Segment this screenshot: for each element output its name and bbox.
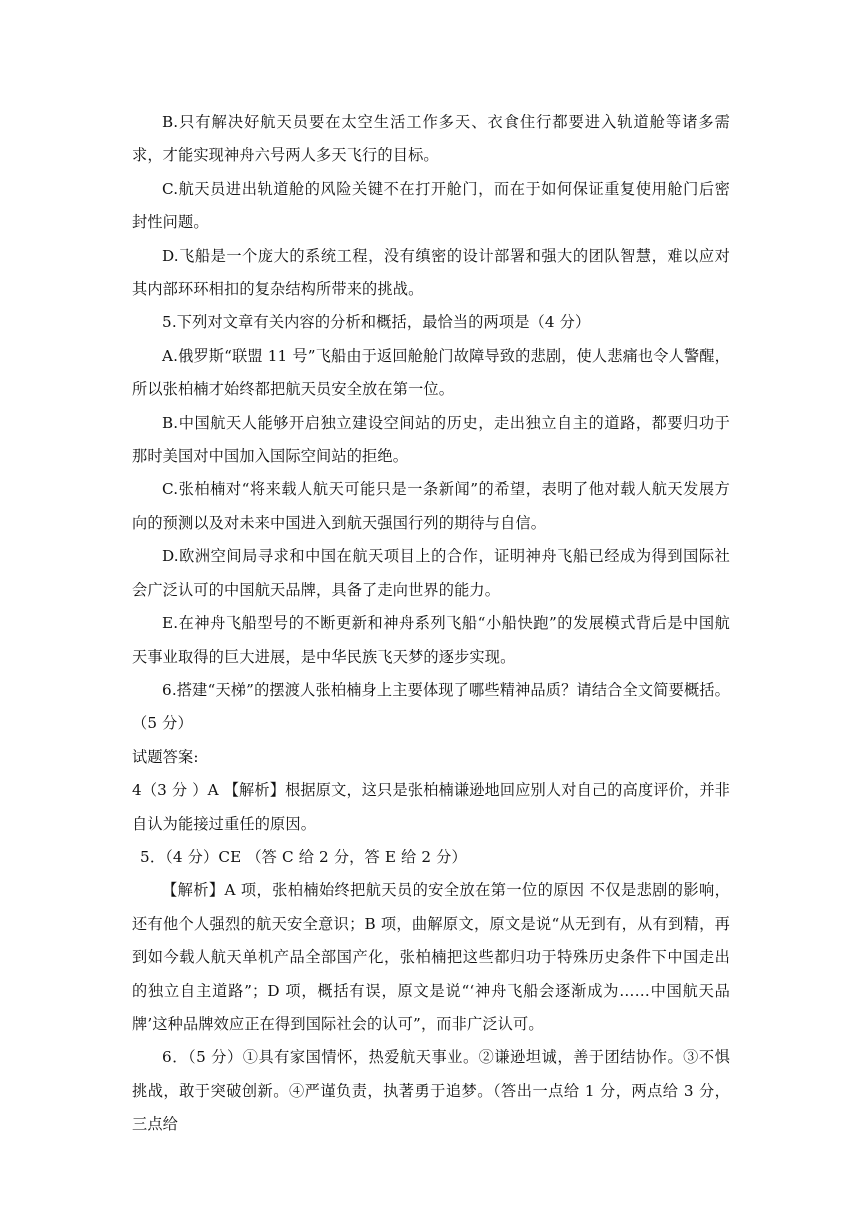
- document-body: [132, 106, 730, 1142]
- q5-option-c: C.张柏楠对“将来载人航天可能只是一条新闻”的希望，表明了他对载人航天发展方向的预测以及对未来中国进入到航天强国行列的期待与自信。: [132, 480, 730, 532]
- answer-6: 6．（5 分）①具有家国情怀，热爱航天事业。②谦逊坦诚，善于团结协作。③不惧 挑战，敢于突破创新。④严谨负责，执著勇于追梦。（答出一点给 1 分，两点给 3 分，三点给: [132, 1048, 730, 1134]
- answer-4: 4（3 分 ）A 【解析】根据原文，这只是张柏楠谦逊地回应别人对自己的高度评价，并非自认为能接过重任的原因。: [132, 781, 730, 833]
- q4-option-d: D.飞船是一个庞大的系统工程，没有缜密的设计部署和强大的团队智慧，难以应对其内部环环相扣的复杂结构所带来的挑战。: [132, 246, 730, 299]
- answer-5-analysis: 【解析】A 项，张柏楠始终把航天员的安全放在第一位的原因 不仅是悲剧的影响，还有他个人强烈的航天安全意识；B 项，曲解原文，原文是说“从无到有，从有到精，再到如今载人航天单机产品全部国产化，张柏楠把这些都归功于特殊历史条件下中国走出的独立自主道路”；D 项，概括有误，原文是说“‘神舟飞船会逐渐成为……中国航天品牌’这种品牌效应正在得到国际社会的认可”，而非广泛认可。: [132, 881, 730, 1033]
- q5-option-b: B.中国航天人能够开启独立建设空间站的历史，走出独立自主的道路，都要归功于那时美国对中国加入国际空间站的拒绝。: [132, 413, 730, 466]
- q4-option-c: C.航天员进出轨道舱的风险关键不在打开舱门，而在于如何保证重复使用舱门后密封性问题。: [132, 179, 730, 232]
- answer-heading: 试题答案:: [132, 747, 199, 766]
- q5-option-d: D.欧洲空间局寻求和中国在航天项目上的合作，证明神舟飞船已经成为得到国际社会广泛认可的中国航天品牌，具备了走向世界的能力。: [132, 547, 730, 599]
- q6-stem: 6.搭建“天梯”的摆渡人张柏楠身上主要体现了哪些精神品质？请结合全文简要概括。（5 分）: [132, 680, 730, 733]
- q5-option-a: A.俄罗斯“联盟 11 号”飞船由于返回舱舱门故障导致的悲剧，使人悲痛也令人警醒，所以张柏楠才始终都把航天员安全放在第一位。: [132, 346, 730, 399]
- answer-5: 5．（4 分）CE （答 C 给 2 分，答 E 给 2 分）: [140, 847, 467, 866]
- q5-option-e: E.在神舟飞船型号的不断更新和神舟系列飞船“小船快跑”的发展模式背后是中国航天事业取得的巨大进展，是中华民族飞天梦的逐步实现。: [132, 614, 730, 666]
- q4-option-b: B.只有解决好航天员要在太空生活工作多天、衣食住行都要进入轨道舱等诸多需求，才能实现神舟六号两人多天飞行的目标。: [132, 113, 730, 165]
- q5-stem: 5.下列对文章有关内容的分析和概括，最恰当的两项是（4 分）: [162, 313, 591, 332]
